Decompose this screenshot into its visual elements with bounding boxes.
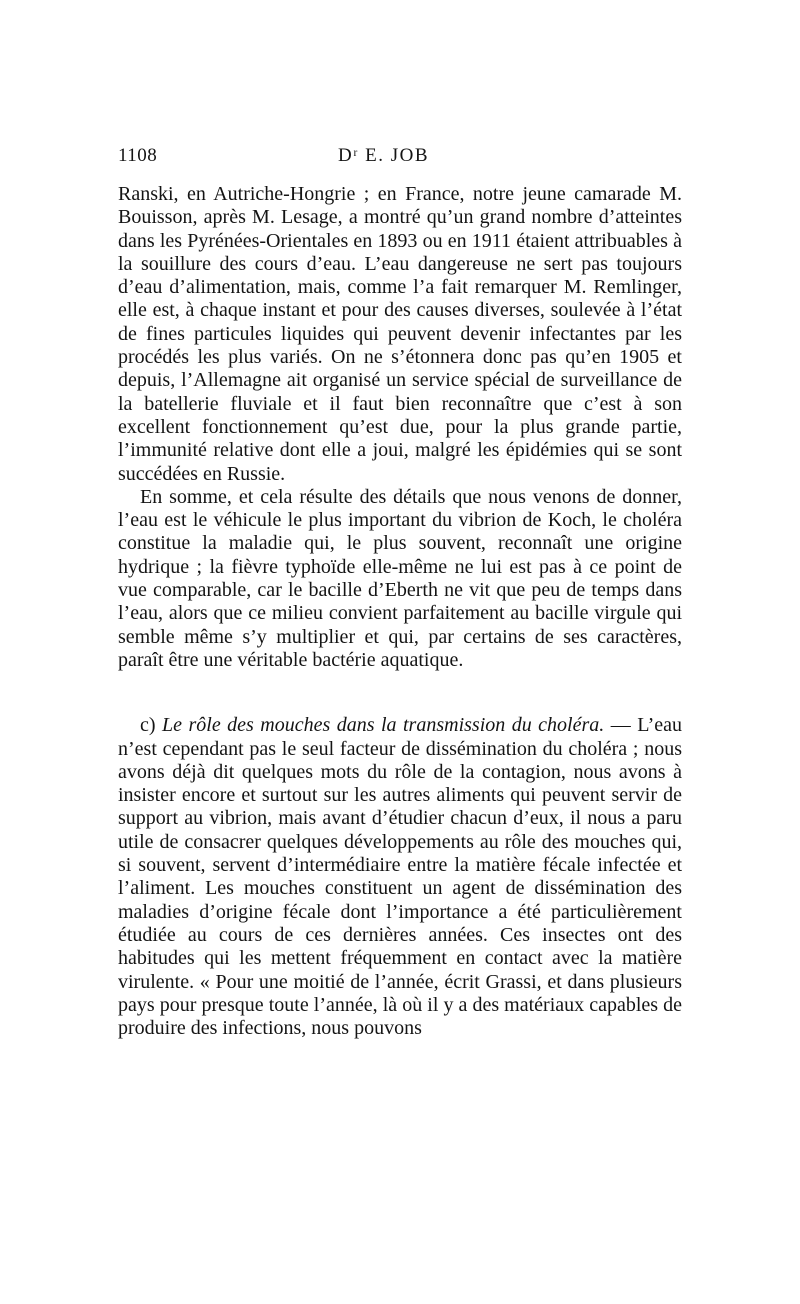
paragraph-continuation: Ranski, en Autriche-Hongrie ; en France, notre jeune camarade M. Bouisson, après M. Lesage, a montré qu’un grand nombre d’atteintes dans les Pyrénées-Orientales en 1893 ou en 1911 étaient attribuables à la souillure des cours d’eau. L’eau dangereuse ne sert pas toujours d’eau d’alimentation, mais, comme l’a fait remarquer M. Remlinger, elle est, à chaque instant et pour des causes diverses, soulevée à l’état de fines particules liquides qui peuvent devenir infectantes par les procédés les plus variés. On ne s’étonnera donc pas qu’en 1905 et depuis, l’Allemagne ait organisé un service spécial de surveillance de la batellerie fluviale et il faut bien reconnaître que c’est à son excellent fonctionnement qu’est due, pour la plus grande partie, l’immunité relative dont elle a joui, malgré les épidémies qui se sont succédées en Russie. — [118, 183, 682, 485]
paragraph-summary: En somme, et cela résulte des détails que nous venons de donner, l’eau est le véhicule le plus important du vibrion de Koch, le choléra constitue la maladie qui, le plus souvent, reconnaît une origine hydrique ; la fièvre typhoïde elle-même ne lui est pas à ce point de vue comparable, car le bacille d’Eberth ne vit que peu de temps dans l’eau, alors que ce milieu convient parfaitement au bacille virgule qui semble même s’y multiplier et qui, par certains de ses caractères, paraît être une véritable bactérie aquatique. — [118, 485, 682, 671]
page-header — [118, 145, 682, 169]
page-number: 1108 — [118, 145, 158, 166]
section-c-paragraph — [118, 714, 682, 1040]
section-heading: Le rôle des mouches dans la transmission du choléra. — [162, 714, 605, 737]
section-body: L’eau n’est cependant pas le seul facteur de dissémination du choléra ; nous avons déjà dit quelques mots du rôle de la contagion, nous avons à insister encore et surtout sur les autres aliments qui peuvent servir de support au vibrion, mais avant d’étudier chacun d’eux, il nous a paru utile de consacrer quelques développements au rôle des mouches qui, si souvent, servent d’intermédiaire entre la matière fécale infectée et l’aliment. Les mouches constituent un agent de dissémination des maladies d’origine fécale dont l’importance a été particulièrement étudiée au cours de ces dernières années. Ces insectes ont des habitudes qui les mettent fréquemment en contact avec la matière virulente. « Pour une moitié de l’année, écrit Grassi, et dans plusieurs pays pour presque toute l’année, là où il y a des matériaux capables de produire des infections, nous pouvons — [118, 714, 683, 1040]
running-head: Dʳ E. JOB — [338, 145, 429, 166]
body-text — [118, 183, 682, 1040]
section-label: c) — [140, 714, 156, 737]
section-heading-dash: — — [604, 714, 631, 737]
